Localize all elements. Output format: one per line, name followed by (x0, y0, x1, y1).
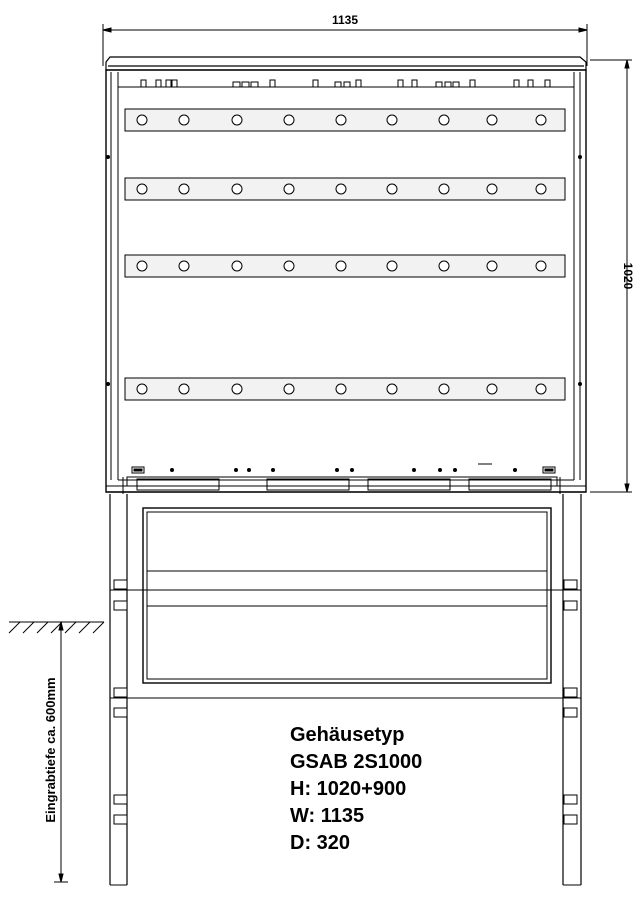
housing-roof (106, 57, 586, 70)
info-housing-model: GSAB 2S1000 (290, 751, 423, 773)
info-width: W: 1135 (290, 805, 365, 827)
ground-symbol (9, 622, 104, 633)
top-clips (141, 80, 550, 87)
info-height: H: 1020+900 (290, 778, 407, 800)
plinth-window (143, 508, 551, 683)
info-depth: D: 320 (290, 832, 351, 854)
width-dimension-label: 1135 (331, 13, 359, 27)
housing-body (106, 70, 586, 492)
depth-dimension-label: Eingrabtiefe ca. 600mm (43, 677, 58, 823)
housing-info (290, 722, 422, 857)
mounting-rail-4 (125, 378, 565, 400)
height-dimension-label: 1020 (621, 262, 635, 290)
mounting-rail-1 (125, 109, 565, 131)
floor-details (132, 464, 555, 473)
mounting-rail-2 (125, 178, 565, 200)
mounting-rail-3 (125, 255, 565, 277)
info-housing-type-label: Gehäusetyp (290, 724, 405, 746)
